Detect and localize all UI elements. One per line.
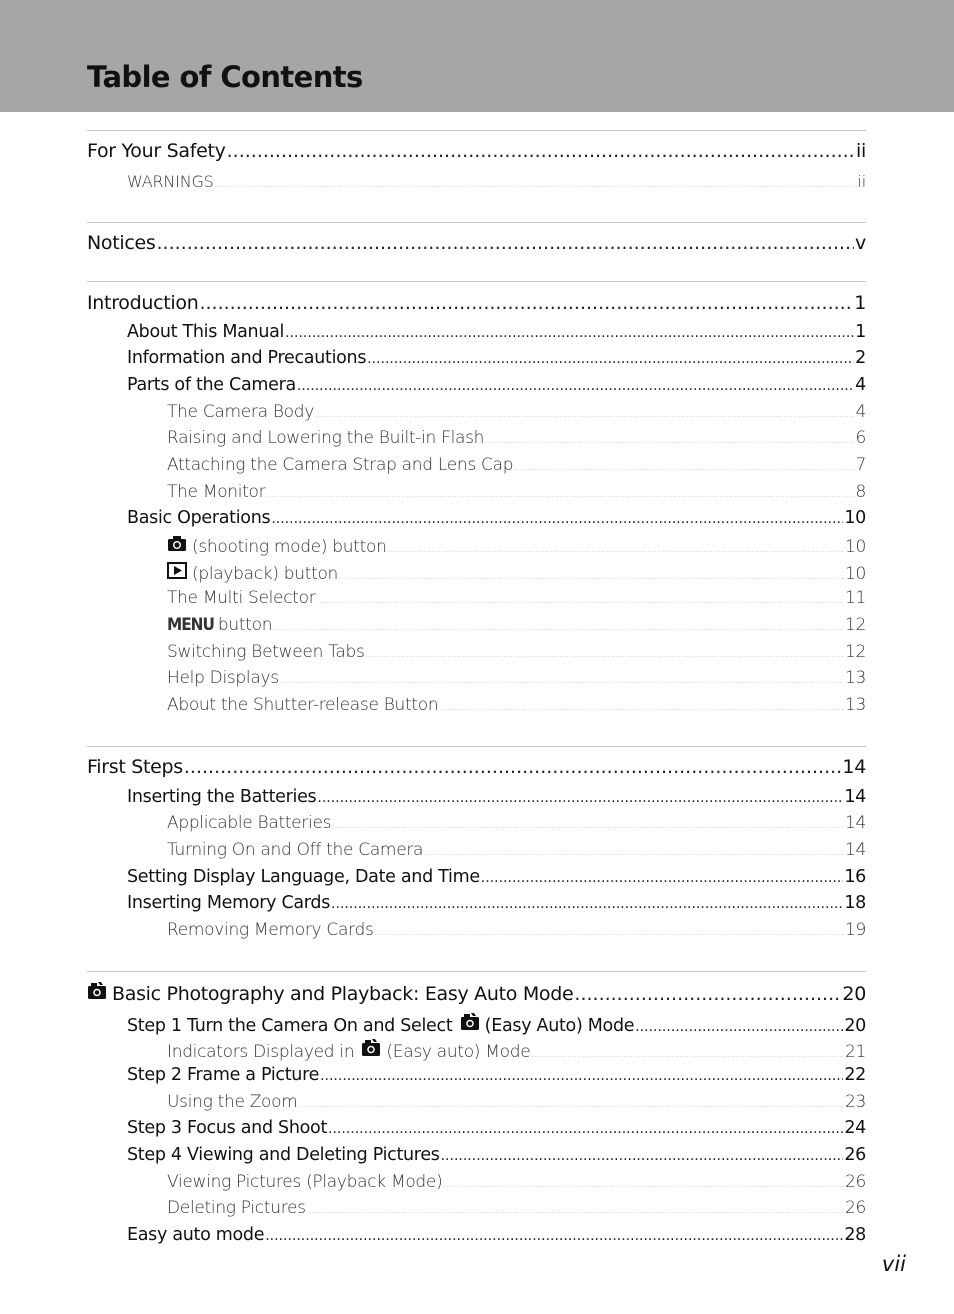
entry-title [167, 588, 315, 608]
entry-title-text: Switching Between Tabs [167, 642, 365, 662]
entry-title [167, 1092, 298, 1112]
entry-title [127, 1225, 264, 1245]
dot-leader [215, 180, 857, 189]
entry-page-number: 4 [855, 402, 866, 422]
entry-title [87, 232, 156, 254]
entry-title-text: Deleting Pictures [167, 1198, 306, 1218]
section-easy-auto[interactable] [87, 981, 866, 1005]
toc-entry[interactable] [167, 813, 866, 833]
toc-entry[interactable] [127, 508, 866, 528]
entry-page-number: v [855, 232, 866, 254]
toc-entry[interactable] [167, 535, 866, 557]
entry-title-text: (playback) button [192, 564, 339, 584]
menu-icon: MENU [167, 615, 214, 635]
entry-title-text: The Monitor [167, 482, 266, 502]
entry-title-text: Help Displays [167, 668, 279, 688]
dot-leader [266, 490, 854, 499]
dot-leader [285, 325, 854, 341]
entry-title-text: Basic Photography and Playback: Easy Auto Mode [112, 983, 574, 1005]
dot-leader [366, 650, 844, 659]
dot-leader [424, 848, 844, 857]
entry-title [167, 813, 331, 833]
entry-page-number: 10 [844, 537, 866, 557]
toc-entry[interactable] [167, 482, 866, 502]
toc-entry[interactable] [127, 322, 866, 342]
entry-title [167, 562, 338, 584]
entry-title-text: Basic Operations [127, 508, 271, 528]
entry-title [167, 428, 484, 448]
entry-page-number: 2 [855, 348, 866, 368]
entry-title-text: Introduction [87, 292, 199, 314]
dot-leader [367, 351, 854, 367]
entry-page-number: 24 [844, 1118, 866, 1138]
entry-title-text: (shooting mode) button [192, 537, 387, 557]
section-divider [87, 746, 866, 747]
section-first-steps[interactable] [87, 756, 866, 778]
toc-entry[interactable] [167, 840, 866, 860]
entry-page-number: 12 [844, 642, 866, 662]
toc-entry[interactable] [167, 695, 866, 715]
entry-title-text: Setting Display Language, Date and Time [127, 867, 480, 887]
dot-leader [316, 596, 844, 605]
entry-title [167, 482, 265, 502]
section-safety[interactable] [87, 140, 866, 162]
entry-page-number: 14 [842, 756, 866, 778]
toc-entry[interactable] [167, 668, 866, 688]
section-divider [87, 971, 866, 972]
entry-title-text: First Steps [87, 756, 183, 778]
section-notices[interactable] [87, 232, 866, 254]
entry-title [167, 1172, 442, 1192]
toc-entry[interactable] [167, 1172, 866, 1192]
entry-title-suffix: (Easy Auto) Mode [484, 1016, 635, 1036]
entry-title [127, 1118, 327, 1138]
toc-entry[interactable] [127, 1065, 866, 1085]
entry-page-number: 26 [844, 1145, 866, 1165]
dot-leader [315, 410, 854, 419]
dot-leader [280, 676, 844, 685]
dot-leader [184, 756, 842, 778]
entry-title [127, 375, 296, 395]
entry-page-number: 14 [844, 840, 866, 860]
entry-title-text: Information and Precautions [127, 348, 367, 368]
dot-leader [485, 436, 854, 445]
toc-entry[interactable] [167, 1198, 866, 1218]
entry-page-number: 13 [844, 695, 866, 715]
entry-title [167, 402, 314, 422]
entry-page-number: 1 [855, 322, 866, 342]
entry-title [167, 695, 438, 715]
dot-leader [273, 623, 844, 632]
dot-leader [157, 232, 855, 254]
toc-entry[interactable] [167, 562, 866, 584]
entry-title [167, 1038, 530, 1062]
entry-page-number: 10 [844, 508, 866, 528]
entry-page-number: 4 [855, 375, 866, 395]
entry-title-text: Parts of the Camera [127, 375, 296, 395]
entry-title [127, 1065, 319, 1085]
entry-title-suffix: (Easy auto) Mode [386, 1042, 531, 1062]
entry-page-number: 11 [844, 588, 866, 608]
entry-title [167, 615, 272, 635]
section-divider [87, 130, 866, 131]
entry-title-text: About This Manual [127, 322, 285, 342]
entry-title [127, 508, 270, 528]
toc-entry[interactable] [167, 402, 866, 422]
entry-page-number: 26 [844, 1198, 866, 1218]
dot-leader [339, 572, 844, 581]
entry-title [127, 348, 366, 368]
entry-title-text: Raising and Lowering the Built-in Flash [167, 428, 485, 448]
entry-page-number: 26 [844, 1172, 866, 1192]
dot-leader [271, 511, 843, 527]
entry-title-text: Turning On and Off the Camera [167, 840, 424, 860]
easy-auto-icon [87, 981, 107, 1000]
toc-entry[interactable] [127, 787, 866, 807]
toc-entry[interactable] [127, 867, 866, 887]
entry-title-text: button [217, 615, 273, 635]
entry-page-number: 21 [844, 1042, 866, 1062]
entry-title [127, 1012, 634, 1036]
page-title: Table of Contents [87, 60, 363, 94]
entry-title-text: Inserting the Batteries [127, 787, 317, 807]
entry-title [87, 981, 573, 1005]
toc-entry[interactable] [127, 1118, 866, 1138]
entry-page-number: 1 [854, 292, 866, 314]
entry-title-text: The Camera Body [167, 402, 315, 422]
entry-title [167, 1198, 306, 1218]
entry-page-number: ii [857, 172, 866, 191]
toc-entry[interactable] [127, 893, 866, 913]
section-divider [87, 281, 866, 282]
entry-title [127, 172, 214, 191]
entry-page-number: 14 [844, 787, 866, 807]
entry-title [167, 840, 423, 860]
toc-entry[interactable] [167, 428, 866, 448]
toc-entry[interactable] [127, 172, 866, 191]
dot-leader [265, 1228, 843, 1244]
entry-page-number: 6 [855, 428, 866, 448]
entry-page-number: 23 [844, 1092, 866, 1112]
toc-entry[interactable] [127, 1012, 866, 1036]
entry-title-text: WARNINGS [127, 172, 214, 191]
entry-title [167, 642, 365, 662]
toc-entry[interactable] [167, 1092, 866, 1112]
easy-auto-icon [460, 1012, 480, 1031]
toc-entry[interactable] [127, 375, 866, 395]
entry-title [87, 140, 226, 162]
dot-leader [320, 1068, 843, 1084]
entry-title-text: Viewing Pictures (Playback Mode) [167, 1172, 443, 1192]
dot-leader [331, 896, 843, 912]
entry-page-number: 16 [844, 867, 866, 887]
entry-title-text: For Your Safety [87, 140, 226, 162]
easy-auto-icon [361, 1038, 381, 1057]
dot-leader [439, 703, 844, 712]
dot-leader [307, 1206, 844, 1215]
entry-title [127, 787, 316, 807]
toc-entry[interactable] [167, 920, 866, 940]
entry-page-number: 8 [855, 482, 866, 502]
entry-title-text: Attaching the Camera Strap and Lens Cap [167, 455, 514, 475]
toc-entry[interactable] [167, 1038, 866, 1062]
entry-title-text: Inserting Memory Cards [127, 893, 331, 913]
entry-title [87, 756, 183, 778]
dot-leader [375, 928, 844, 937]
camera-icon [167, 535, 187, 552]
entry-title [167, 668, 279, 688]
entry-page-number: 22 [844, 1065, 866, 1085]
dot-leader [297, 378, 854, 394]
dot-leader [443, 1180, 844, 1189]
dot-leader [514, 463, 854, 472]
toc-entry[interactable] [167, 615, 866, 635]
entry-title-text: Step 4 Viewing and Deleting Pictures [127, 1145, 440, 1165]
toc-entry[interactable] [127, 1145, 866, 1165]
dot-leader [299, 1100, 844, 1109]
toc-entry[interactable] [127, 348, 866, 368]
entry-page-number: 10 [844, 564, 866, 584]
entry-page-number: 20 [842, 983, 866, 1005]
dot-leader [441, 1148, 844, 1164]
dot-leader [332, 821, 844, 830]
entry-title [167, 535, 387, 557]
entry-title-text: About the Shutter-release Button [167, 695, 439, 715]
entry-title [167, 455, 513, 475]
entry-page-number: 7 [855, 455, 866, 475]
entry-title-text: Notices [87, 232, 156, 254]
entry-title-text: Indicators Displayed in [167, 1042, 355, 1062]
dot-leader [317, 790, 843, 806]
entry-page-number: ii [856, 140, 866, 162]
playback-icon [167, 562, 187, 579]
entry-title-text: Using the Zoom [167, 1092, 298, 1112]
entry-title-text: Step 1 Turn the Camera On and Select [127, 1016, 453, 1036]
dot-leader [227, 140, 855, 162]
dot-leader [531, 1050, 844, 1059]
entry-title [127, 1145, 440, 1165]
toc-entry[interactable] [167, 455, 866, 475]
entry-page-number: 28 [844, 1225, 866, 1245]
entry-title-text: Step 2 Frame a Picture [127, 1065, 320, 1085]
dot-leader [574, 983, 841, 1005]
entry-title-text: Step 3 Focus and Shoot [127, 1118, 328, 1138]
entry-title-text: Removing Memory Cards [167, 920, 374, 940]
entry-page-number: 14 [844, 813, 866, 833]
entry-title [127, 893, 330, 913]
dot-leader [635, 1019, 843, 1035]
dot-leader [199, 292, 853, 314]
entry-page-number: 13 [844, 668, 866, 688]
toc-entry[interactable] [167, 642, 866, 662]
entry-title-text: Easy auto mode [127, 1225, 265, 1245]
entry-title [167, 920, 374, 940]
entry-page-number: 20 [844, 1016, 866, 1036]
entry-title-text: The Multi Selector [167, 588, 316, 608]
entry-title [127, 322, 284, 342]
page-number: vii [881, 1252, 906, 1276]
dot-leader [328, 1121, 843, 1137]
entry-page-number: 12 [844, 615, 866, 635]
toc-entry[interactable] [167, 588, 866, 608]
entry-page-number: 18 [844, 893, 866, 913]
toc-entry[interactable] [127, 1225, 866, 1245]
dot-leader [481, 870, 844, 886]
entry-page-number: 19 [844, 920, 866, 940]
section-divider [87, 222, 866, 223]
entry-title [87, 292, 198, 314]
section-introduction[interactable] [87, 292, 866, 314]
entry-title [127, 867, 480, 887]
dot-leader [388, 545, 844, 554]
entry-title-text: Applicable Batteries [167, 813, 332, 833]
